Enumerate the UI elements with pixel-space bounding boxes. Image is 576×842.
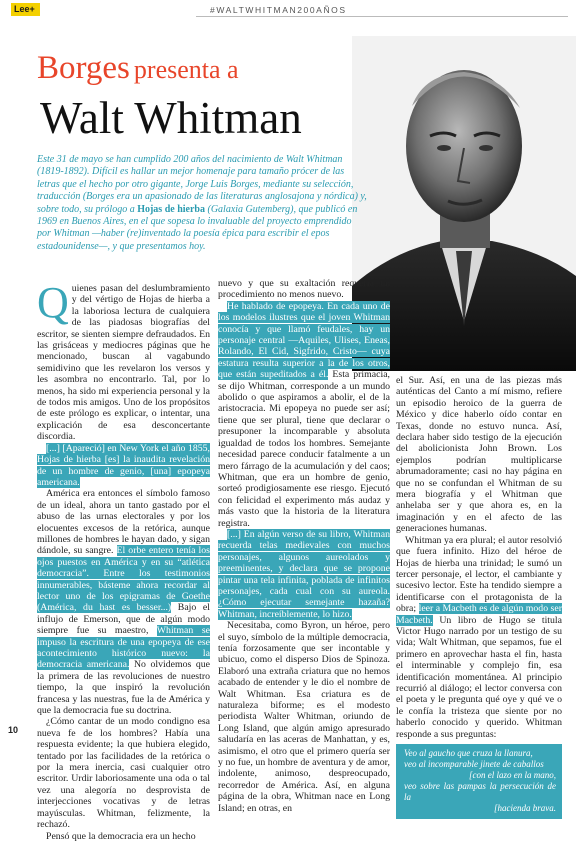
col1-paragraph-2 [37,443,210,489]
col1-paragraph-5: Pensó que la democracia era un hecho [46,830,196,842]
col1-p3-c: No olvidemos que la primera de las revoluciones de nuestro tiempo, la que inspiró la revolución francesa y las nuestras, fue la de América y que la democracia fue su doctrina. [37,659,210,717]
article-column-3 [396,375,562,819]
col3-paragraph-2 [396,535,562,740]
poem-line-3: [con el lazo en la mano, [469,770,556,780]
title-presenta: presenta a [133,55,239,84]
col3-p2-a: Whitman ya era plural; el autor resolvió que fuera infinito. Hizo del héroe de Hojas de hierba una trinidad; le sumó un tercer personaje, el lector, el cambiante y sucesivo lector. Este ha tendido siempre a identificarse con el protagonista de la obra; [396,534,562,615]
title-line-2: Walt Whitman [40,93,302,143]
intro-deck [37,154,367,253]
page-number: 10 [8,725,19,735]
drop-cap: Q [37,278,69,327]
col2-highlight-2: [...] En algún verso de su libro, Whitman recuerda telas medievales con muchos personajes, algunos aureolados y preeminentes, y declara que se propone pintar una tela infinita, poblada de infinitos personajes, cada cual con su aureola. ¿Cómo ejecutar semejante hazaña? Whitman, increíblemente, lo hizo. [218,528,390,620]
col2-paragraph-1: nuevo y que su exaltación requería un procedimiento no menos nuevo. [218,278,390,301]
poem-line-2: veo al incomparable jinete de caballos [404,759,544,769]
intro-text-a: Este 31 de mayo se han cumplido 200 años del nacimiento de Walt Whitman (1819-1892). Difícil es hallar un mejor homenaje para tamaño prócer de las letras que el hecho por otro gigante, Jorge Luis Borges, mediante su selección, traducción (Borges era un apasionado de las literaturas anglosajona y nórdica) y, sobre todo, su prólogo a [37,154,367,215]
col2-paragraph-2 [218,301,390,529]
col1-p3-b: Bajo el influjo de Emerson, que de algún modo siempre fue su maestro, [37,602,210,637]
col1-p3-a: América era entonces el símbolo famoso de un ideal, ahora un tanto gastado por el abuso de las urnas electorales y por los elocuentes excesos de la retórica, aunque millones de hombres le hayan dado, y sigan dándole, su sangre. [37,488,210,557]
col2-highlight-1: He hablado de epopeya. En cada uno de los modelos ilustres que el joven Whitman conocía y que llamó feudales, hay un personaje central —Aquiles, Ulises, Eneas, Rolando, El Cid, Sigfrido, Cristo— cuya estatura resulta superior a la de los otros, que están supeditados a él. [218,300,390,381]
poem-quote-box [396,744,562,819]
poem-line-4: veo sobre las pampas la persecución de la [404,781,556,802]
article-column-2 [218,278,390,814]
poem-line-1: Veo al gaucho que cruza la llanura, [404,748,533,758]
section-hashtag: #WALTWHITMAN200AÑOS [210,5,347,15]
lee-logo: Lee+ [11,3,40,16]
col3-highlight-1: leer a Macbeth es de algún modo ser Macbeth. [396,603,562,626]
col1-paragraph-4: ¿Cómo cantar de un modo condigno esa nueva fe de los hombres? Había una respuesta evidente; la que hubiera elegido, tentado por las facilidades de la retórica o por la mera inercia, casi cualquier otro escritor. Urdir laboriosamente una oda o tal vez una alegoría no desprovista de interjecciones vocativas y de letras mayúsculas. Whitman, felizmente, la rechazó. [37,716,210,831]
intro-bold: Hojas de hierba [137,203,205,215]
header-rule [196,16,568,17]
title-borges: Borges [37,50,130,86]
col2-paragraph-4: Necesitaba, como Byron, un héroe, pero el suyo, símbolo de la múltiple democracia, tenía forzosamente que ser incontable y ubicuo, como el disperso Dios de Spinoza. Elaboró una extraña criatura que no hemos acabado de entender y le dio el nombre de Walt Whitman. Esa criatura es de naturaleza biforme; es el modesto periodista Walter Whitman, oriundo de Long Island, que algún amigo apresurado saludaría en las aceras de Manhattan, y es, asimismo, el otro que el primero quería ser y no fue, un hombre de aventura y de amor, indolente, animoso, despreocupado, recorredor de América. Así, en alguna página de la obra, Whitman nace en Long Island; en otras, en [218,620,390,814]
col1-highlight-3: Whitman se impuso la escritura de una epopeya de ese acontecimiento histórico nuevo: la democracia americana. [37,625,210,671]
col1-highlight-2: El orbe entero tenía los ojos puestos en América y en su “atlética democracia”. Entre los testimonios innumerables, básteme ahora recordar al lector uno de los epigramas de Goethe (América, du hast es besser...) [37,545,210,614]
col3-paragraph-1: el Sur. Así, en una de las piezas más auténticas del Canto a mí mismo, refiere un episodio heroico de la guerra de México y dice haberlo oído contar en Texas, donde no estuvo nunca. Así, declara haber sido testigo de la ejecución del abolicionista John Brown. Los ejemplos podrían multiplicarse abrumadoramente; casi no hay página en que no se confundan el Whitman de su mera biografía y el Whitman que anhelaba ser y que ahora es, en la imaginación y en el afecto de las generaciones humanas. [396,375,562,535]
article-column-1 [37,278,210,842]
col2-p2-b: Esta primacía, se dijo Whitman, corresponde a un mundo abolido o que aspiramos a abolir, el de la aristocracia. Mi epopeya no puede ser así; tiene que ser plural, tiene que declarar o presuponer la incomparable y absoluta igualdad de todos los hombres. Semejante necesidad parece conducir fatalmente a un mero fárrago de la acumulación y del caos; Whitman, que era un hombre de genio, sorteó prodigiosamente ese riesgo. Ejecutó con felicidad el experimento más audaz y más vasto que la historia de la literatura registra. [218,369,390,529]
poem-line-5: [hacienda brava. [494,803,556,813]
col1-p1-text: uienes pasan del deslumbramiento y del vértigo de Hojas de hierba a la laboriosa lectura de cualquiera de las piadosas biografías del escritor, se sienten siempre defraudados. En las grisáceas y mediocres páginas que he mencionado, buscan al vagabundo semidivino que les revelaron los versos y les asombra no encontrarlo. Tal, por lo menos, ha sido mi experiencia personal y la de todos mis amigos. Uno de los propósitos de este prólogo es explicar, o intentar, una explicación de esa desconcertante discordia. [37,283,210,443]
col1-paragraph-1 [37,278,210,443]
intro-text-b: (Galaxia Gutemberg), que publicó en 1969 en Buenos Aires, en el que sopesa lo invaluable del proyecto emprendido por Whitman —haber (re)inventado la poesía épica para escribir el epos estadounidense—, y que presentamos hoy. [37,203,358,252]
col1-paragraph-3 [37,488,210,716]
title-line-1 [37,50,239,87]
col1-highlight-1: [...] [Apareció] en New York el año 1855, Hojas de hierba [es] la inaudita revelación de un hombre de genio, [una] epopeya americana. [37,442,210,488]
col2-paragraph-3 [218,529,390,620]
col3-p2-b: Un libro de Hugo se titula Victor Hugo narrado por un testigo de su vida; Walt Whitman, que sepamos, fue el primero en aprovechar hasta el fin, hasta el interminable y complejo fin, esa identificación momentánea. Al principio recurrió al diálogo; el lector conversa con el poeta y le pregunta qué oye y qué ve o le confía la tristeza que siente por no haberlo conocido y querido. Whitman responde a sus preguntas: [396,614,562,740]
